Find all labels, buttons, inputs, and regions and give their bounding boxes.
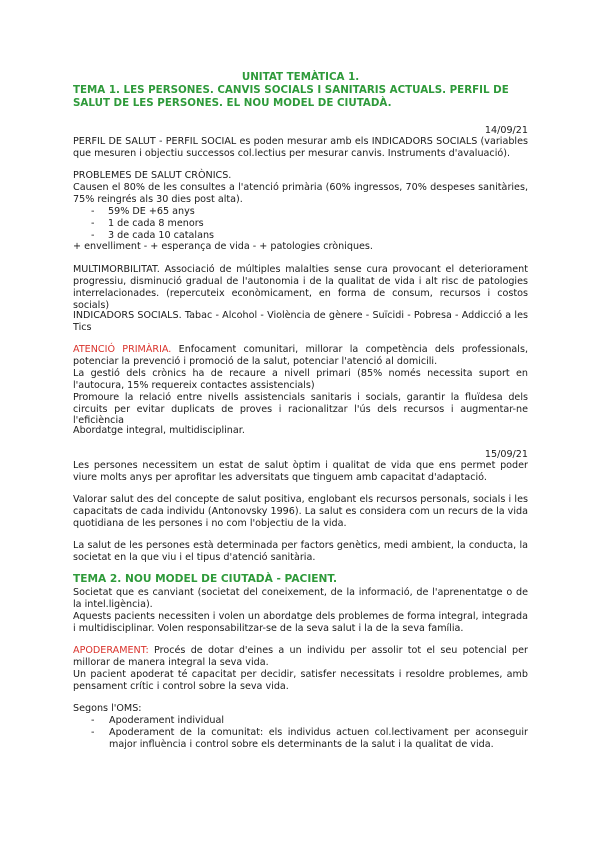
abordatge-paragraph: Abordatge integral, multidisciplinar. <box>73 425 245 436</box>
oms-title: Segons l'OMS: <box>73 703 142 714</box>
promoure-paragraph: Promoure la relació entre nivells assistencials sanitaris i socials, garantir la fluïdesa dels circuits per evitar duplicats de proves i racionalitzar l'ús dels recursos i augmentar-ne l'eficiència <box>73 391 528 427</box>
oms-list <box>73 715 528 751</box>
apoderament-label: APODERAMENT: <box>73 645 149 656</box>
problemes-title: PROBLEMES DE SALUT CRÒNICS. <box>73 170 232 181</box>
pacient-paragraph: Un pacient apoderat té capacitat per decidir, satisfer necessitats i resoldre problemes, amb pensament crític i control sobre la seva vida. <box>73 668 528 692</box>
list-item: - 1 de cada 8 menors <box>73 218 528 230</box>
multimorbilitat-paragraph: MULTIMORBILITAT. Associació de múltiples malalties sense cura provocant el deteriorament progressiu, disminució gradual de l'autonomia i de la qualitat de vida i alt risc de patologies interrelacionades. (repercuteix econòmicament, en forma de consum, recursos i costos socials) <box>73 264 528 311</box>
list-item: - 59% DE +65 anys <box>73 206 528 218</box>
problemes-text: Causen el 80% de les consultes a l'atenció primària (60% ingressos, 70% despeses sanitàries, 75% reingrés als 30 dies post alta). <box>73 181 528 205</box>
societat-paragraph: Societat que es canviant (societat del coneixement, de la informació, de l'aprenentatge o de la intel.ligència). <box>73 587 528 610</box>
gestio-paragraph: La gestió dels crònics ha de recaure a nivell primari (85% només necessita suport en l'autocura, 15% requereix contactes assistencials) <box>73 367 528 391</box>
document-header <box>73 71 528 111</box>
date-1: 14/09/21 <box>484 125 528 136</box>
list-item: - Apoderament de la comunitat: els individus actuen col.lectivament per aconseguir major influència i control sobre els determinants de la salut i la qualitat de vida. <box>73 727 528 751</box>
apoderament-paragraph <box>73 645 528 669</box>
atencio-section <box>73 344 528 427</box>
atencio-paragraph <box>73 344 528 368</box>
date-2: 15/09/21 <box>484 449 528 460</box>
problemes-footer: + envelliment - + esperança de vida - + patologies cròniques. <box>73 241 373 253</box>
tema2-title: TEMA 2. NOU MODEL DE CIUTADÀ - PACIENT. <box>73 573 338 585</box>
valorar-paragraph: Valorar salut des del concepte de salut positiva, englobant els recursos personals, socials i les capacitats de cada individu (Antonovsky 1996). La salut es considera com un recurs de la vida quotidiana de les persones i no com l'objectiu de la vida. <box>73 494 528 529</box>
persones-paragraph: Les persones necessitem un estat de salut òptim i qualitat de vida que ens permet poder viure molts anys per aprofitar les adversitats que tinguem amb capacitat d'adaptació. <box>73 460 528 483</box>
apoderament-text: Procés de dotar d'eines a un individu per assolir tot el seu potencial per millorar de manera integral la seva vida. <box>73 645 528 668</box>
problemes-section <box>73 170 528 253</box>
atencio-text: Enfocament comunitari, millorar la competència dels professionals, potenciar la prevenció i promoció de la salut, potenciar l'atenció al domicili. <box>73 344 528 367</box>
tema2-section <box>73 587 528 635</box>
indicadors-paragraph: INDICADORS SOCIALS. Tabac - Alcohol - Violència de gènere - Suïcidi - Pobresa - Addicció a les Tics <box>73 310 528 333</box>
problemes-list <box>73 206 528 242</box>
list-item: - 3 de cada 10 catalans <box>73 230 528 242</box>
tema1-title-line2: SALUT DE LES PERSONES. EL NOU MODEL DE CIUTADÀ. <box>73 97 392 110</box>
apoderament-section <box>73 645 528 693</box>
oms-section <box>73 703 528 751</box>
list-item: - Apoderament individual <box>73 715 528 727</box>
atencio-label: ATENCIÓ PRIMÀRIA. <box>73 344 172 355</box>
determinada-paragraph: La salut de les persones està determinada per factors genètics, medi ambient, la conducta, la societat en la que viu i el tipus d'atenció sanitària. <box>73 540 528 563</box>
aquests-paragraph: Aquests pacients necessiten i volen un abordatge dels problemes de forma integral, integrada i multidisciplinar. Volen responsabilitzar-se de la seva salut i la de la seva família. <box>73 610 528 634</box>
perfil-paragraph: PERFIL DE SALUT - PERFIL SOCIAL es poden mesurar amb els INDICADORS SOCIALS (variables que mesuren i objectiu successos col.lectius per mesurar canvis. Instruments d'avaluació). <box>73 136 528 159</box>
tema1-title-line1: TEMA 1. LES PERSONES. CANVIS SOCIALS I SANITARIS ACTUALS. PERFIL DE <box>73 84 509 97</box>
unit-title: UNITAT TEMÀTICA 1. <box>241 71 360 83</box>
